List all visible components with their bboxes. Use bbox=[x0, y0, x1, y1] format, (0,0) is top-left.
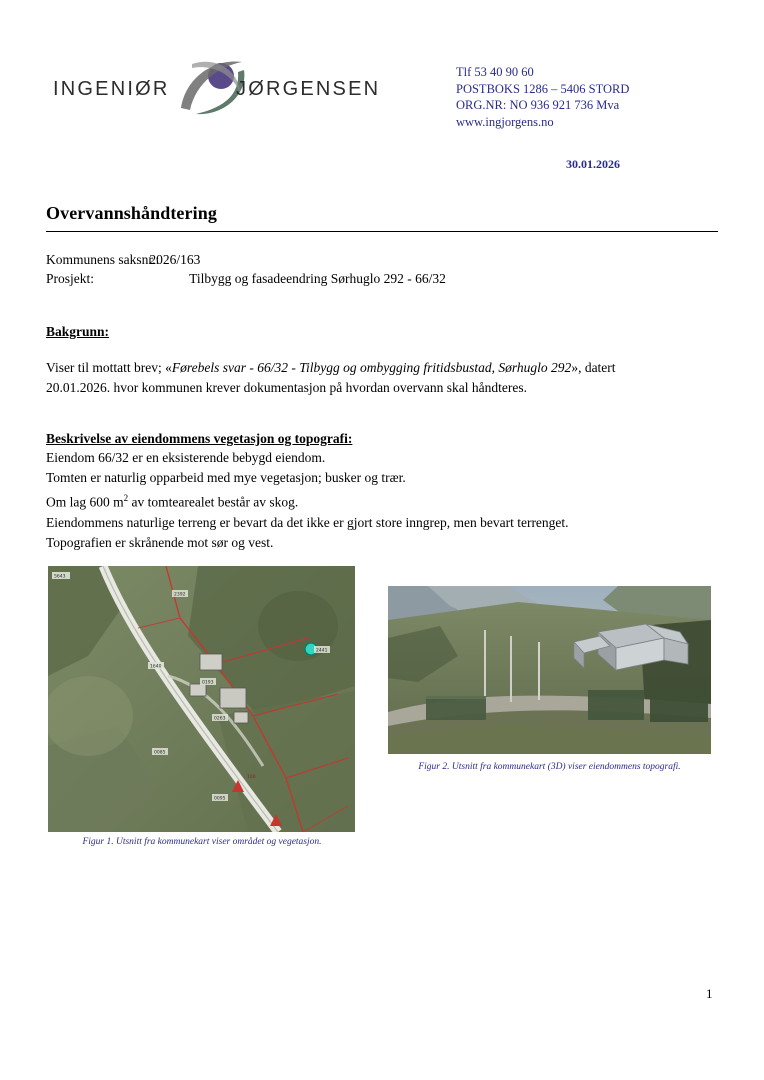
title-divider bbox=[46, 231, 718, 232]
contact-info bbox=[456, 64, 629, 130]
section-heading-beskrivelse: Beskrivelse av eiendommens vegetasjon og topografi: bbox=[46, 431, 353, 446]
logo-text-ingenior: INGENIØR bbox=[53, 78, 170, 100]
section-body-beskrivelse bbox=[46, 448, 736, 553]
contact-website[interactable]: www.ingjorgens.no bbox=[456, 114, 554, 129]
figure-map-2d bbox=[48, 566, 355, 832]
beskriv-line-5: Topografien er skrånende mot sør og vest. bbox=[46, 534, 274, 550]
beskriv-line-1: Eiendom 66/32 er en eksisterende bebygd eiendom. bbox=[46, 450, 326, 465]
bakgrunn-line1-italic: Førebels svar - 66/32 - Tilbygg og ombygging fritidsbustad, Sørhuglo 292 bbox=[171, 360, 572, 375]
bakgrunn-line1-post: », datert bbox=[571, 360, 616, 375]
case-label: Kommunens saksnr.: bbox=[46, 252, 160, 267]
svg-text:100: 100 bbox=[247, 775, 256, 780]
section-heading-bakgrunn: Bakgrunn: bbox=[46, 324, 110, 339]
project-label: Prosjekt: bbox=[46, 271, 95, 286]
page-number: 1 bbox=[706, 986, 713, 1001]
document-meta bbox=[46, 250, 446, 288]
svg-text:2392: 2392 bbox=[174, 592, 186, 598]
contact-postbox: POSTBOKS 1286 – 5406 STORD bbox=[456, 81, 630, 96]
page-header bbox=[0, 0, 764, 185]
contact-phone: Tlf 53 40 90 60 bbox=[456, 65, 534, 79]
beskriv-line3-sup: 2 bbox=[123, 493, 129, 503]
figure-1-caption: Figur 1. Utsnitt fra kommunekart viser området og vegetasjon. bbox=[82, 837, 322, 847]
beskriv-line3-post: av tomtearealet består av skog. bbox=[128, 494, 299, 510]
company-logo bbox=[48, 62, 388, 122]
section-body-bakgrunn bbox=[46, 358, 726, 398]
svg-text:0193: 0193 bbox=[202, 680, 214, 686]
svg-text:1640: 1640 bbox=[150, 664, 162, 670]
logo-text-jorgensen: JØRGENSEN bbox=[236, 78, 381, 100]
bakgrunn-line-1 bbox=[46, 358, 726, 378]
svg-text:0085: 0085 bbox=[154, 750, 166, 756]
contact-orgnr: ORG.NR: NO 936 921 736 Mva bbox=[456, 98, 620, 112]
meta-row-case bbox=[46, 250, 446, 269]
project-value: Tilbygg og fasadeendring Sørhuglo 292 - 66/32 bbox=[189, 271, 446, 286]
figure-map-3d bbox=[388, 586, 711, 754]
figure-2-caption: Figur 2. Utsnitt fra kommunekart (3D) viser eiendommens topografi. bbox=[418, 762, 681, 772]
beskriv-line3-pre: Om lag 600 m bbox=[46, 494, 124, 510]
bakgrunn-line-2: 20.01.2026. hvor kommunen krever dokumentasjon på hvordan overvann skal håndteres. bbox=[46, 380, 528, 395]
bakgrunn-line1-pre: Viser til mottatt brev; « bbox=[46, 360, 172, 375]
page-title: Overvannshåndtering bbox=[46, 203, 217, 223]
beskriv-line-3 bbox=[46, 488, 736, 513]
case-value: 2026/163 bbox=[149, 252, 201, 267]
document-date: 30.01.2026 bbox=[566, 157, 620, 171]
svg-text:0095: 0095 bbox=[214, 796, 226, 802]
svg-text:5643: 5643 bbox=[54, 574, 66, 580]
svg-text:0263: 0263 bbox=[214, 716, 226, 722]
beskriv-line-2: Tomten er naturlig opparbeid med mye vegetasjon; busker og trær. bbox=[46, 470, 406, 485]
svg-text:2441: 2441 bbox=[316, 648, 328, 654]
meta-row-project bbox=[46, 269, 446, 288]
beskriv-line-4: Eiendommens naturlige terreng er bevart da det ikke er gjort store inngrep, men bevart terrenget. bbox=[46, 514, 569, 530]
